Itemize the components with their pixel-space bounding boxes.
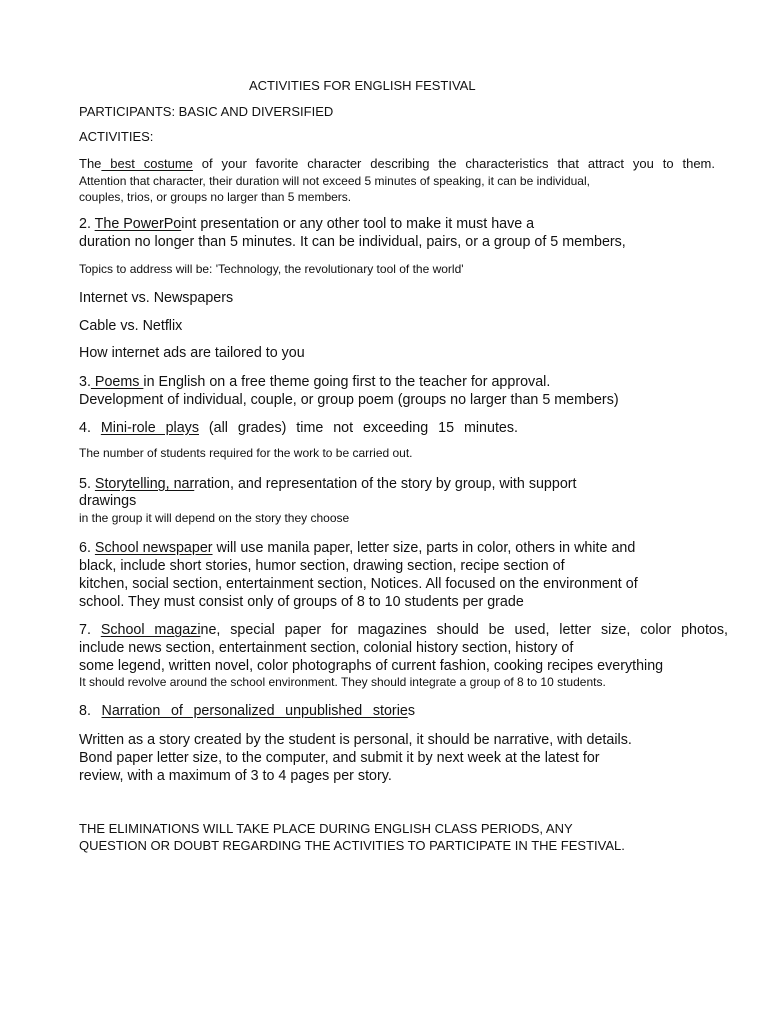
item2-prefix: 2. — [79, 216, 95, 232]
item6-line4: school. They must consist only of groups of 8 to 10 students per grade — [79, 594, 524, 610]
item7-underlined: School magazi — [100, 622, 201, 638]
item8-line4: review, with a maximum of 3 to 4 pages per story. — [79, 768, 392, 784]
item8-line2: Written as a story created by the student is personal, it should be narrative, with details. — [79, 732, 632, 748]
topic-item: Cable vs. Netflix — [79, 318, 183, 334]
item1-line3: couples, trios, or groups no larger than 5 members. — [79, 190, 352, 204]
item3-underlined: Poems — [90, 374, 144, 390]
item3-prefix: 3. — [79, 374, 91, 390]
item4-prefix: 4. — [79, 420, 101, 436]
closing-line2: QUESTION OR DOUBT REGARDING THE ACTIVITIES TO PARTICIPATE IN THE FESTIVAL. — [79, 838, 625, 853]
item6-line1 — [79, 541, 635, 555]
item5-prefix: 5. — [79, 476, 95, 492]
item1-line2: Attention that character, their duration will not exceed 5 minutes of speaking, it can be individual, — [79, 174, 590, 188]
item8-underlined: Narration of personalized unpublished storie — [101, 703, 408, 719]
item6-line2: black, include short stories, humor section, drawing section, recipe section of — [79, 558, 565, 574]
item1-underlined: best costume — [101, 156, 193, 171]
item5-line1 — [79, 477, 577, 491]
item4-underlined: Mini-role plays — [100, 420, 199, 436]
item6-line3: kitchen, social section, entertainment section, Notices. All focused on the environment of — [79, 576, 638, 592]
item8-line3: Bond paper letter size, to the computer, and submit it by next week at the latest for — [79, 750, 600, 766]
item7-prefix: 7. — [79, 622, 101, 638]
item5-line1-rest: ration, and representation of the story by group, with support — [194, 476, 577, 492]
item2-line1-rest: int presentation or any other tool to make it must have a — [181, 216, 535, 232]
item1-line1 — [79, 157, 715, 170]
topics-intro: Topics to address will be: 'Technology, the revolutionary tool of the world' — [79, 262, 464, 276]
item7-line4: It should revolve around the school environment. They should integrate a group of 8 to 10 students. — [79, 675, 606, 689]
item3-line1-rest: in English on a free theme going first to the teacher for approval. — [143, 374, 551, 390]
item7-line1 — [79, 623, 728, 637]
topic-item: How internet ads are tailored to you — [79, 345, 305, 361]
item4-line1-rest: (all grades) time not exceeding 15 minutes. — [198, 420, 518, 436]
item8-line1-rest: s — [407, 703, 415, 719]
item3-line2: Development of individual, couple, or group poem (groups no larger than 5 members) — [79, 392, 619, 408]
item3-line1 — [79, 375, 550, 389]
closing-line1: THE ELIMINATIONS WILL TAKE PLACE DURING ENGLISH CLASS PERIODS, ANY — [79, 821, 573, 836]
item7-line1-rest: ne, special paper for magazines should be used, letter size, color photos, — [200, 622, 728, 638]
item6-prefix: 6. — [79, 540, 95, 556]
item8-prefix: 8. — [79, 703, 102, 719]
activities-heading: ACTIVITIES: — [79, 129, 154, 144]
document-title: ACTIVITIES FOR ENGLISH FESTIVAL — [249, 78, 476, 93]
item2-line1 — [79, 217, 534, 231]
item8-line1 — [79, 704, 415, 718]
participants-line: PARTICIPANTS: BASIC AND DIVERSIFIED — [79, 104, 334, 119]
item7-line2: include news section, entertainment section, colonial history section, history of — [79, 640, 574, 656]
item1-prefix: The — [79, 156, 102, 171]
item6-line1-rest: will use manila paper, letter size, parts in color, others in white and — [212, 540, 636, 556]
item2-underlined: The PowerPo — [94, 216, 182, 232]
item7-line3: some legend, written novel, color photographs of current fashion, cooking recipes everything — [79, 658, 664, 674]
topic-item: Internet vs. Newspapers — [79, 290, 234, 306]
item5-underlined: Storytelling, nar — [94, 476, 195, 492]
item5-note: in the group it will depend on the story they choose — [79, 511, 350, 525]
item1-line1-rest: of your favorite character describing the characteristics that attract you to them. — [192, 156, 715, 171]
item4-note: The number of students required for the work to be carried out. — [79, 446, 413, 460]
item5-line2: drawings — [79, 493, 137, 509]
item6-underlined: School newspaper — [94, 540, 213, 556]
item4-line1 — [79, 421, 518, 435]
item2-line2: duration no longer than 5 minutes. It can be individual, pairs, or a group of 5 members, — [79, 234, 626, 250]
